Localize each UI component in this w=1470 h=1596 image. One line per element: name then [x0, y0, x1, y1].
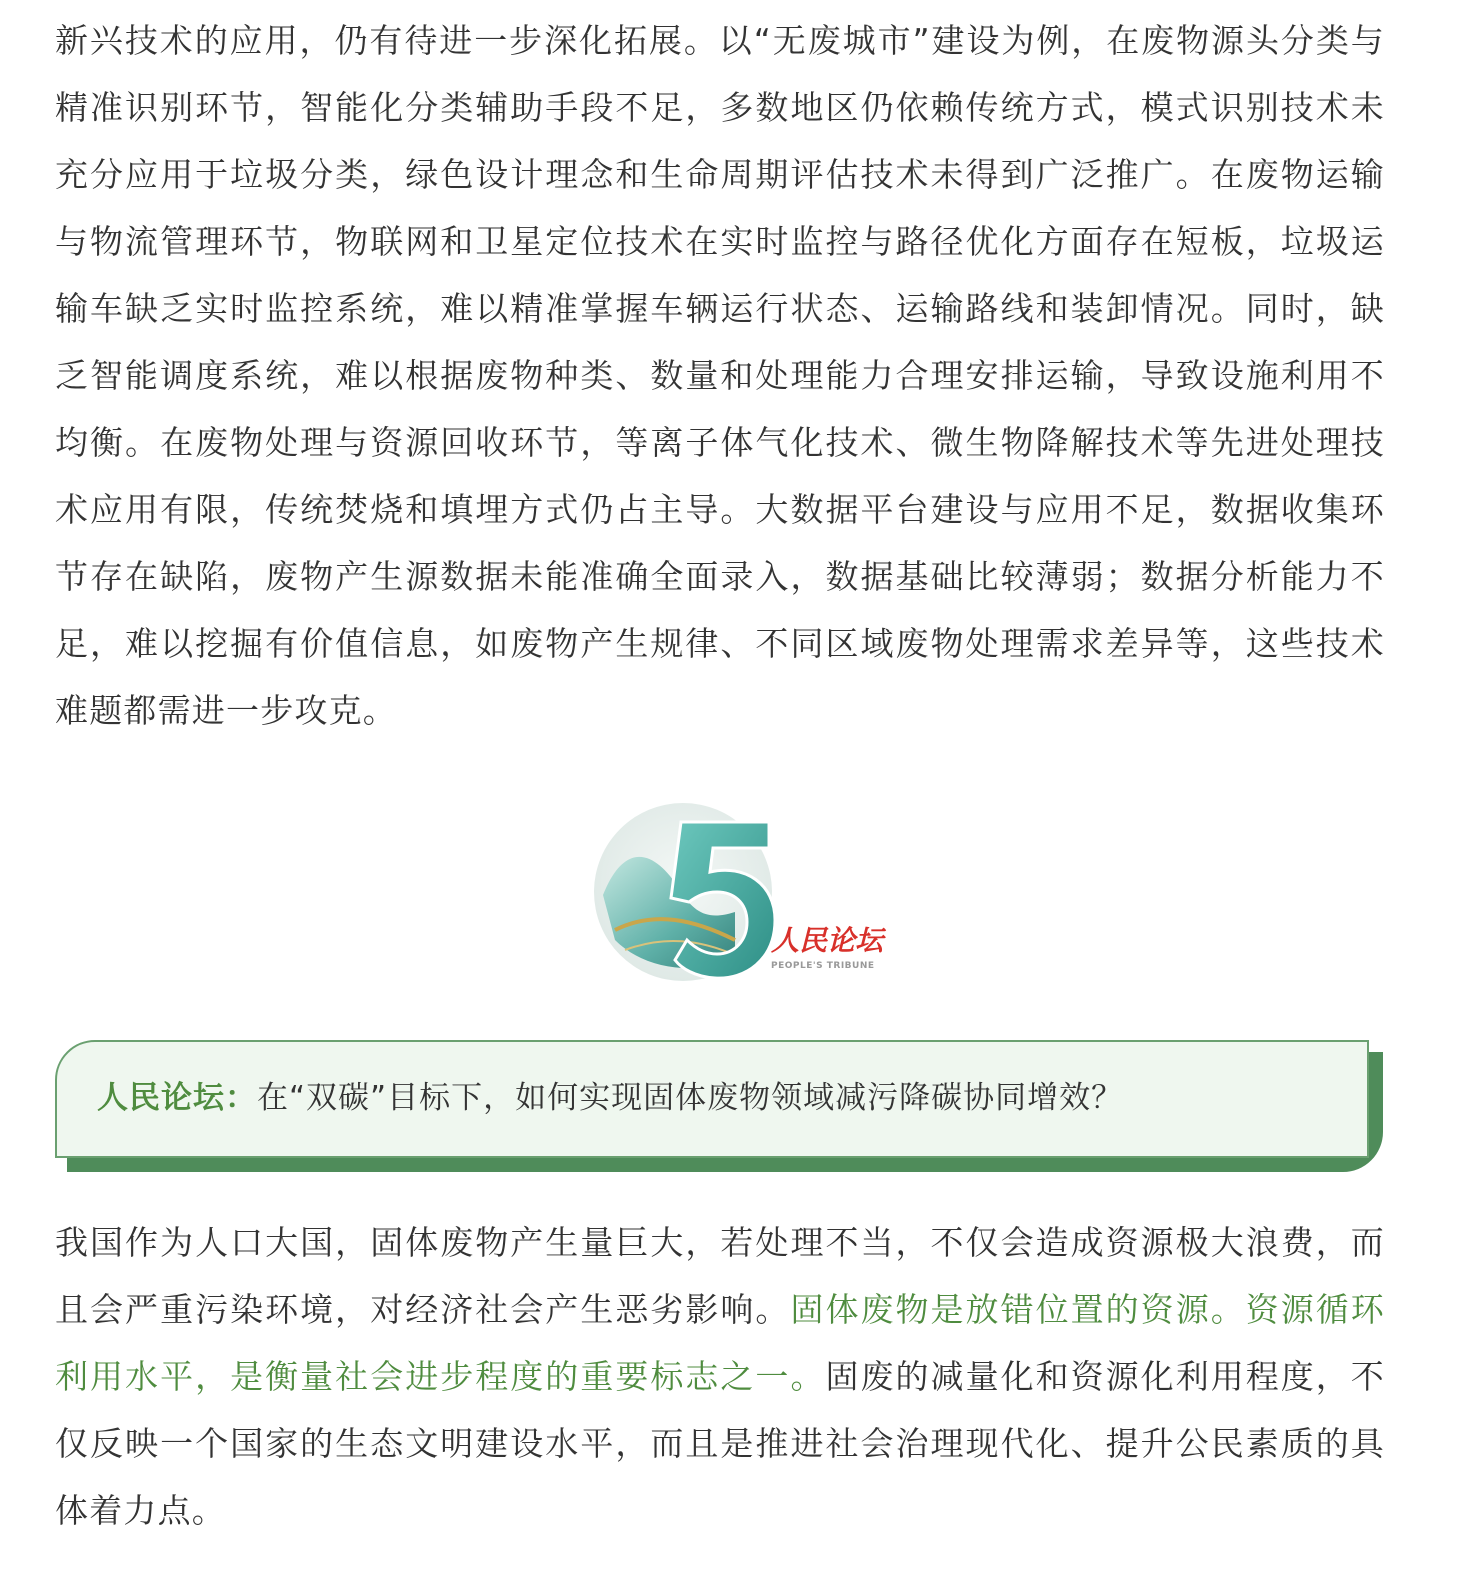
paragraph-2-part-1: 我国作为人口大国，固体废物产生量巨大，若处理不当，不仅会造成资源极大浪费，而且会严重污染环境，对经济社会产生恶劣影响。 — [55, 1223, 1385, 1329]
question-body: 在“双碳”目标下，如何实现固体废物领域减污降碳协同增效？ — [257, 1080, 1124, 1116]
section-5-emblem-icon — [585, 800, 895, 985]
logo-chinese-text: 人民论坛 — [771, 924, 884, 957]
paragraph-2-part-2: 固废的减量化和资源化利用程度，不仅反映一个国家的生态文明建设水平，而且是推进社会治理现代化、提升公民素质的具体着力点。 — [55, 1357, 1386, 1530]
question-text — [97, 1070, 1123, 1126]
section-badge — [585, 800, 895, 985]
question-label: 人民论坛： — [97, 1080, 257, 1116]
logo-english-text: PEOPLE'S TRIBUNE — [771, 961, 875, 971]
article-paragraph-1: 新兴技术的应用，仍有待进一步深化拓展。以“无废城市”建设为例，在废物源头分类与精准识别环节，智能化分类辅助手段不足，多数地区仍依赖传统方式，模式识别技术未充分应用于垃圾分类，绿色设计理念和生命周期评估技术未得到广泛推广。在废物运输与物流管理环节，物联网和卫星定位技术在实时监控与路径优化方面存在短板，垃圾运输车缺乏实时监控系统，难以精准掌握车辆运行状态、运输路线和装卸情况。同时，缺乏智能调度系统，难以根据废物种类、数量和处理能力合理安排运输，导致设施利用不均衡。在废物处理与资源回收环节，等离子体气化技术、微生物降解技术等先进处理技术应用有限，传统焚烧和填埋方式仍占主导。大数据平台建设与应用不足，数据收集环节存在缺陷，废物产生源数据未能准确全面录入，数据基础比较薄弱；数据分析能力不足，难以挖掘有价值信息，如废物产生规律、不同区域废物处理需求差异等，这些技术难题都需进一步攻克。 — [55, 21, 1385, 730]
question-box — [55, 1040, 1369, 1158]
paragraph-2-highlight: 固体废物是放错位置的资源。资源循环利用水平，是衡量社会进步程度的重要标志之一。 — [55, 1290, 1385, 1396]
article-paragraph-2 — [55, 1209, 1385, 1544]
